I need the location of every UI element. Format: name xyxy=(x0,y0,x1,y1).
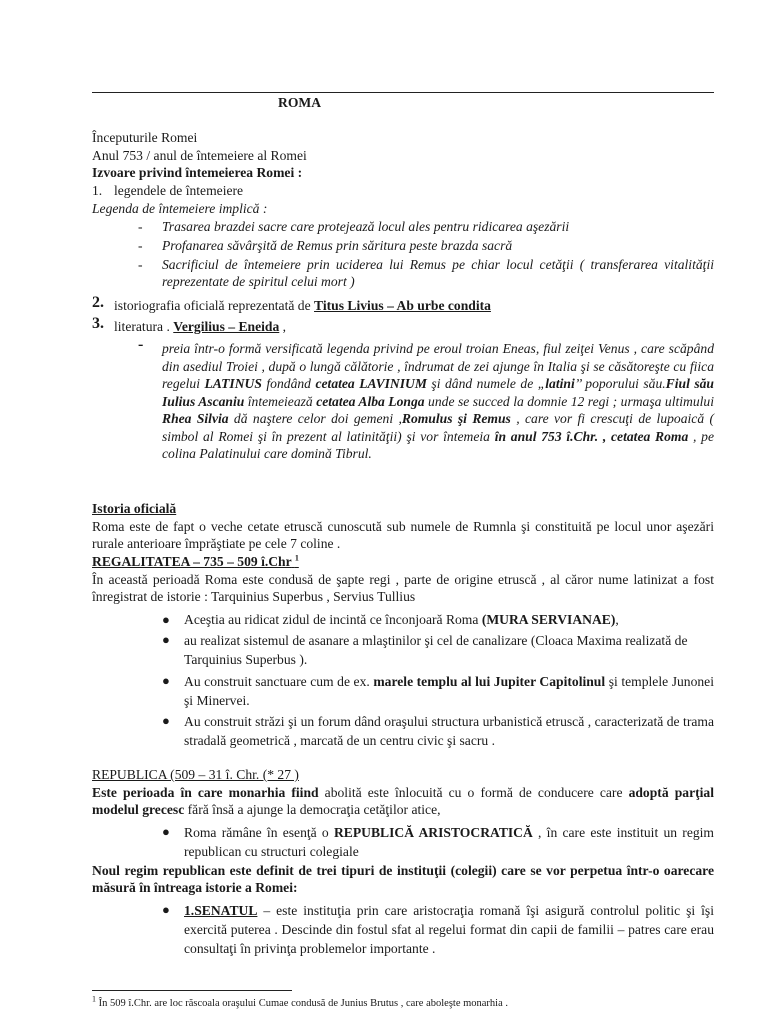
legend-point-3: Sacrificiul de întemeiere prin uciderea lui Remus pe chiar locul cetăţii ( transferarea vitalităţii reprezentate de spiritul celui mort ) xyxy=(162,257,714,289)
sources-item-3-number: 3. xyxy=(92,315,104,332)
aeneid-text-5: întemeiează xyxy=(244,393,317,409)
republica-p1-text: abolită este înlocuită cu o formă de conducere care xyxy=(318,785,629,800)
aeneid-text-7: dă naştere celor doi gemeni , xyxy=(228,411,402,426)
sources-heading: Izvoare privind întemeierea Romei : xyxy=(92,165,303,180)
regalitatea-bullet-4: Au construit străzi şi un forum dând oraşului structura urbanistică etruscă , caracterizată de trama stradală geometrică , marcată de un centru civic şi sacru . xyxy=(184,714,714,748)
republica-heading: REPUBLICA (509 – 31 î. Chr. (* 27 ) xyxy=(92,767,299,782)
regalitatea-bullet-1 xyxy=(184,611,714,628)
republica-b1-end: , în care este instituit un regim republican cu structuri colegiale xyxy=(184,825,714,859)
dash-bullet-icon: - xyxy=(138,257,143,272)
footnote-reference: 1 xyxy=(294,553,299,563)
alba-longa-name: cetatea Alba Longa xyxy=(316,393,425,409)
document-page xyxy=(92,0,714,1024)
vergilius-reference: Vergilius – Eneida xyxy=(173,319,280,334)
aeneid-text-3: şi dând numele de „ xyxy=(426,376,546,391)
latini-name: latini xyxy=(545,376,575,391)
sources-item-3 xyxy=(114,318,286,335)
sources-item-1-text: legendele de întemeiere xyxy=(114,183,244,198)
legend-intro: Legenda de întemeiere implică : xyxy=(92,201,268,216)
aeneid-paragraph xyxy=(162,340,714,463)
founding-753: în anul 753 î.Chr. , cetatea Roma xyxy=(494,428,689,444)
legend-point-1: Trasarea brazdei sacre care protejează locul ales pentru ridicarea aşezării xyxy=(162,219,570,234)
legend-point-2: Profanarea săvârşită de Remus prin săritura peste brazda sacră xyxy=(162,238,513,253)
senate-bullet xyxy=(184,901,714,958)
republica-paragraph-1 xyxy=(92,784,714,818)
official-history-paragraph: Roma este de fapt o veche cetate etruscă cunoscută sub numele de Rumnla şi constituită pe locul unor aşezări rurale anterioare împrăştiate pe cele 7 coline . xyxy=(92,519,714,551)
disc-bullet-icon: ● xyxy=(162,902,170,917)
republica-paragraph-2: Noul regim republican este definit de trei tipuri de instituţii (colegii) care se vor perpetua într-o oarecare măsură în întreaga istorie a Romei: xyxy=(92,863,714,895)
sources-item-1-number: 1. xyxy=(92,183,103,198)
official-history-heading: Istoria oficială xyxy=(92,501,177,516)
senate-text: – este instituţia prin care aristocraţia romană îşi asigură controlul politic şi îşi exercită puterea . Descinde din fostul sfat al regelui format din capii de familii – patres care erau consultaţi în privinţa problemelor importante . xyxy=(184,903,714,956)
dash-bullet-icon: - xyxy=(138,219,143,234)
disc-bullet-icon: ● xyxy=(162,612,170,627)
aeneid-text-9: , pe colina Palatinului care domină Tibrul. xyxy=(162,428,715,461)
bullet-1-end: , xyxy=(615,612,619,627)
dash-bullet-icon: - xyxy=(138,238,143,253)
dash-bullet-icon: - xyxy=(138,336,144,353)
aeneid-text-8: , care vor fi crescuţi de lupoaică ( simbol al Romei şi în prezent al latinităţii) şi vor întemeia xyxy=(162,411,715,444)
footnote-separator xyxy=(92,990,292,991)
aristocratic-republic: REPUBLICĂ ARISTOCRATICĂ xyxy=(333,825,533,840)
header-rule xyxy=(92,92,714,93)
regalitatea-bullet-2: au realizat sistemul de asanare a mlaştinilor şi cel de canalizare (Cloaca Maxima realizată de Tarquinius Superbus ). xyxy=(184,633,688,667)
disc-bullet-icon: ● xyxy=(162,673,170,688)
republica-bullet-1 xyxy=(184,823,714,861)
bullet-1-text: Aceştia au ridicat zidul de incintă ce înconjoară Roma xyxy=(184,612,482,627)
bullet-3-text: Au construit sanctuare cum de ex. xyxy=(184,674,374,689)
senate-title: 1.SENATUL xyxy=(184,903,258,918)
latinus-name: LATINUS xyxy=(204,376,262,391)
republica-p1-end: fără însă a ajunge la democraţia cetăţilor atice, xyxy=(184,802,441,817)
aeneid-text-6: unde se succed la domnie 12 regi ; urmaşa ultimului xyxy=(424,393,715,409)
disc-bullet-icon: ● xyxy=(162,824,170,839)
regalitatea-heading-text: REGALITATEA – 735 – 509 î.Chr xyxy=(92,554,292,569)
footnote-mark: 1 xyxy=(92,994,96,1004)
bullet-3-end: şi templele Junonei şi Minervei. xyxy=(184,674,714,708)
aeneid-text-4: ’’ poporului său. xyxy=(574,376,666,391)
regalitatea-bullet-3 xyxy=(184,672,714,710)
regalitatea-paragraph: În această perioadă Roma este condusă de şapte regi , parte de origine etruscă , al căror nume latinizat a fost înregistrat de istorie : Tarquinius Superbus , Servius Tullius xyxy=(92,572,714,604)
titus-livius-reference: Titus Livius – Ab urbe condita xyxy=(314,298,491,313)
disc-bullet-icon: ● xyxy=(162,632,170,647)
sources-item-2-number: 2. xyxy=(92,294,104,311)
intro-line-1: Începuturile Romei xyxy=(92,130,198,145)
page-title: ROMA xyxy=(278,95,322,110)
jupiter-temple: marele templu al lui Jupiter Capitolinul xyxy=(373,674,606,689)
item-2-prefix: istoriografia oficială reprezentată de xyxy=(114,298,315,313)
sources-item-2 xyxy=(114,297,491,314)
aeneid-text-2: fondând xyxy=(261,376,316,391)
ascaniu-name: Fiul său Iulius Ascaniu xyxy=(162,376,714,409)
item-3-prefix: literatura . xyxy=(114,319,174,334)
intro-line-2: Anul 753 / anul de întemeiere al Romei xyxy=(92,148,307,163)
item-3-suffix: , xyxy=(279,319,287,334)
regalitatea-heading xyxy=(92,553,299,570)
republica-p1-bold: Este perioada în care monarhia fiind xyxy=(92,785,319,800)
footnote-text: În 509 î.Chr. are loc răscoala oraşului Cumae condusă de Junius Brutus , care aboleşte monarhia . xyxy=(96,998,509,1009)
aeneid-text-1: preia într-o formă versificată legenda privind pe eroul troian Eneas, fiul zeiţei Venus , care scăpând din asediul Troiei , după o lungă călătorie , îndrumat de zei ajunge în Italia şi se căsătoreşte cu fiica regelui xyxy=(162,341,714,391)
footnote xyxy=(92,994,509,1009)
lavinium-name: cetatea LAVINIUM xyxy=(315,376,427,391)
romulus-remus-name: Romulus şi Remus xyxy=(401,411,511,426)
mura-servianae: (MURA SERVIANAE) xyxy=(481,612,616,627)
rhea-silvia-name: Rhea Silvia xyxy=(162,411,229,426)
greek-model: adoptă parţial modelul grecesc xyxy=(92,785,714,817)
disc-bullet-icon: ● xyxy=(162,713,170,728)
republica-b1-text: Roma rămâne în esenţă o xyxy=(184,825,334,840)
